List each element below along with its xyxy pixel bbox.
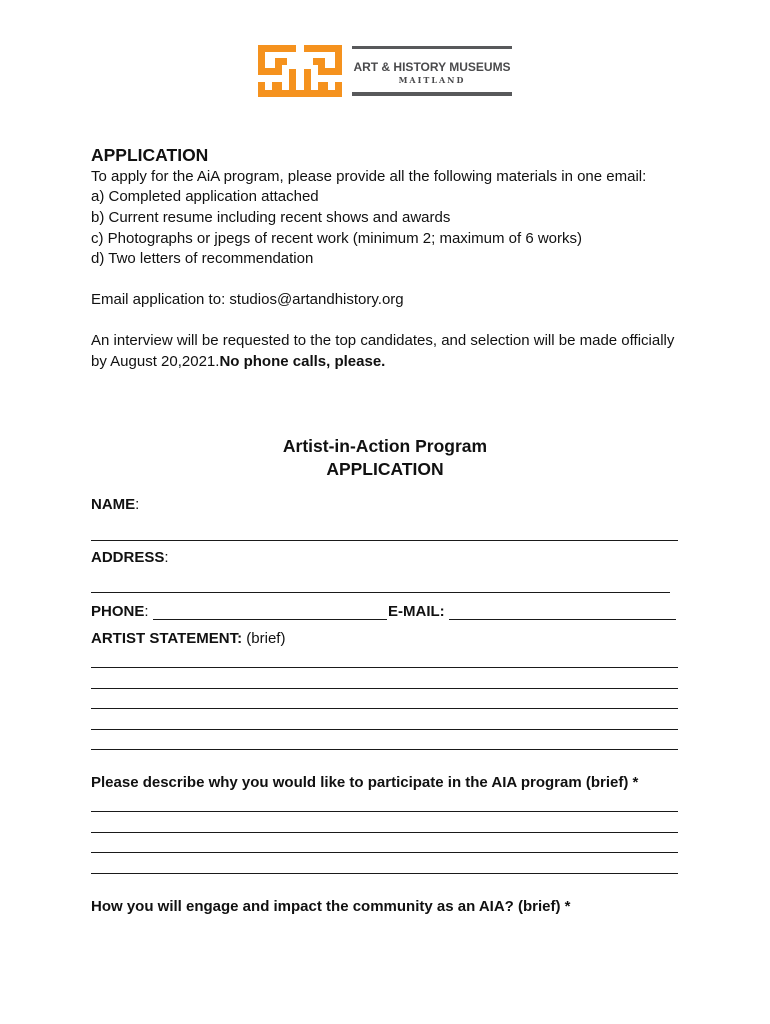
label-colon: :: [164, 549, 169, 566]
email-field[interactable]: [449, 603, 676, 620]
requirement-item: b) Current resume including recent shows and awards: [91, 209, 451, 226]
email-address: studios@artandhistory.org: [229, 291, 404, 308]
email-instruction: [91, 291, 404, 309]
address-label: [91, 549, 169, 567]
requirement-item: d) Two letters of recommendation: [91, 250, 314, 267]
brand-rule-top: [352, 46, 512, 49]
intro-lead: To apply for the AiA program, please provide all the following materials in one email:: [91, 168, 647, 185]
name-field[interactable]: [91, 524, 678, 541]
email-label: E-MAIL:: [388, 603, 445, 620]
form-title: Artist-in-Action Program: [282, 436, 488, 456]
why-participate-field-line[interactable]: [91, 857, 678, 874]
address-label-text: ADDRESS: [91, 549, 165, 566]
why-participate-field-line[interactable]: [91, 816, 678, 833]
artist-statement-field-line[interactable]: [91, 733, 678, 750]
phone-field[interactable]: [153, 603, 387, 620]
email-instruction-label: Email application to:: [91, 291, 226, 308]
interview-line-1: An interview will be requested to the top candidates, and selection will be made officially: [91, 332, 675, 349]
artist-statement-label: [91, 630, 285, 648]
no-phone-calls-note: No phone calls, please.: [219, 353, 386, 370]
why-participate-question: Please describe why you would like to participate in the AIA program (brief) *: [91, 774, 639, 791]
form-subtitle: APPLICATION: [326, 459, 444, 479]
museum-logo-icon: [258, 45, 342, 97]
phone-label: [91, 603, 149, 621]
artist-statement-field-line[interactable]: [91, 692, 678, 709]
artist-statement-label-text: ARTIST STATEMENT:: [91, 630, 243, 647]
museum-wordmark: [352, 46, 512, 98]
requirement-item: a) Completed application attached: [91, 188, 319, 205]
intro-heading: APPLICATION: [91, 145, 209, 165]
name-label: [91, 496, 139, 514]
artist-statement-field-line[interactable]: [91, 651, 678, 668]
requirement-item: c) Photographs or jpegs of recent work (minimum 2; maximum of 6 works): [91, 230, 582, 247]
name-label-text: NAME: [91, 496, 136, 513]
why-participate-field-line[interactable]: [91, 836, 678, 853]
phone-label-text: PHONE: [91, 603, 145, 620]
museum-location: MAITLAND: [398, 75, 466, 85]
interview-line-2: [91, 353, 385, 371]
museum-name: ART & HISTORY MUSEUMS: [353, 60, 511, 74]
label-colon: :: [144, 603, 149, 620]
label-colon: :: [135, 496, 140, 513]
artist-statement-field-line[interactable]: [91, 713, 678, 730]
artist-statement-field-line[interactable]: [91, 672, 678, 689]
museum-logo: [258, 45, 342, 97]
brand-rule-bottom: [352, 92, 512, 96]
artist-statement-hint: (brief): [246, 630, 286, 647]
community-engagement-question: How you will engage and impact the community as an AIA? (brief) *: [91, 898, 571, 915]
address-field[interactable]: [91, 576, 670, 593]
interview-deadline: by August 20,2021.: [91, 353, 220, 370]
why-participate-field-line[interactable]: [91, 795, 678, 812]
